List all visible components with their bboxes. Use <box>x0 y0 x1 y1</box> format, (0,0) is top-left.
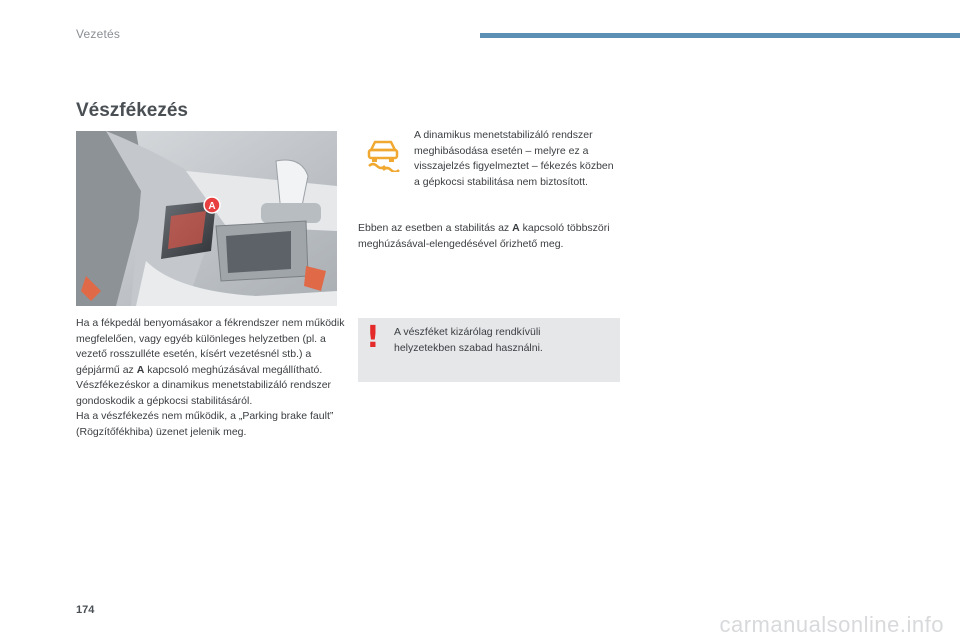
instruction-post: kapcsoló többszöri meghúzásával-elengedésével őrizhető meg. <box>358 222 610 250</box>
description-part-1: Ha a fékpedál benyomásakor a fékrendszer nem működik megfelelően, vagy egyéb különleges helyzetben (pl. a vezető rosszulléte esetén, kísért vezetésnél stb.) a gépjármű az <box>76 317 345 376</box>
switch-label-bold: A <box>136 363 145 376</box>
page-number: 174 <box>76 604 95 616</box>
header-accent-bar <box>480 33 960 38</box>
stability-warning-icon <box>365 136 401 172</box>
description-part-1-rest: kapcsoló meghúzásával megállítható. <box>144 363 323 376</box>
instruction-pre: Ebben az esetben a stabilitás az <box>358 222 513 234</box>
description-part-2: Vészfékezéskor a dinamikus menetstabilizáló rendszer gondoskodik a gépkocsi stabilitásáról. <box>76 379 332 407</box>
watermark: carmanualsonline.info <box>719 612 944 637</box>
emergency-brake-description <box>76 316 346 440</box>
console-photo <box>76 131 337 306</box>
caution-box <box>358 318 620 382</box>
photo-callout-label: A <box>208 201 216 212</box>
page-title: Vészfékezés <box>76 100 188 121</box>
caution-text: A vészféket kizárólag rendkívüli helyzetekben szabad használni. <box>394 326 543 354</box>
console-illustration <box>76 131 337 306</box>
instruction-switch-bold: A <box>512 222 520 234</box>
stability-instruction <box>358 221 618 252</box>
description-part-3: Ha a vészfékezés nem működik, a „Parking brake fault” (Rögzítőfékhiba) üzenet jelenik meg. <box>76 410 334 438</box>
warning-text: A dinamikus menetstabilizáló rendszer meghibásodása esetén – melyre ez a visszajelzés figyelmeztet – fékezés közben a gépkocsi stabilitása nem biztosított. <box>414 129 614 188</box>
section-label: Vezetés <box>76 27 121 41</box>
exclamation-icon: ! <box>366 320 380 355</box>
